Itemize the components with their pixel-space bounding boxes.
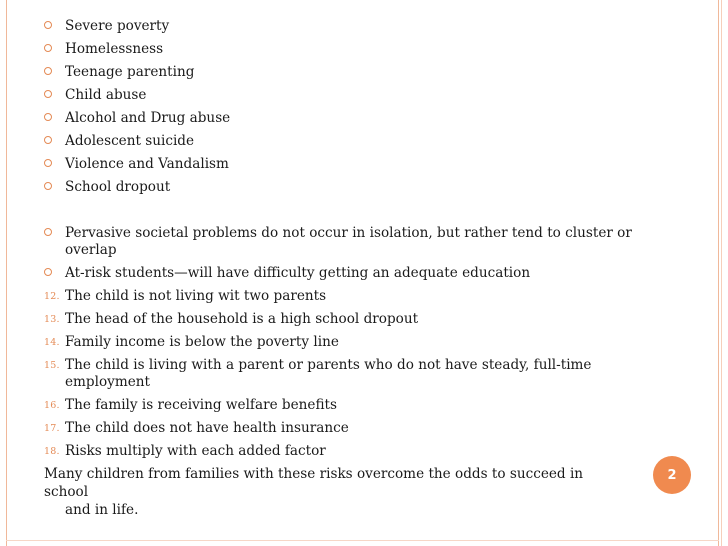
list-item-text: Risks multiply with each added factor bbox=[65, 443, 326, 459]
list-item-text: Severe poverty bbox=[65, 18, 170, 34]
bullet-icon bbox=[44, 182, 52, 190]
bullet-icon bbox=[44, 159, 52, 167]
closing-paragraph bbox=[44, 465, 614, 519]
bullet-icon bbox=[44, 44, 52, 52]
list-item-text: At-risk students—will have difficulty getting an adequate education bbox=[65, 265, 531, 281]
list-item-text: Alcohol and Drug abuse bbox=[65, 110, 231, 126]
bullet-icon bbox=[44, 136, 52, 144]
list-item-text: The family is receiving welfare benefits bbox=[65, 397, 337, 413]
list-item-text: The head of the household is a high school dropout bbox=[65, 311, 419, 327]
bullet-icon bbox=[44, 113, 52, 121]
bullet-icon bbox=[44, 228, 52, 236]
item-number: 16. bbox=[44, 400, 60, 411]
list-item-text: The child is not living wit two parents bbox=[65, 288, 327, 304]
list-item-text: Child abuse bbox=[65, 87, 147, 103]
list-item-text: Family income is below the poverty line bbox=[65, 334, 339, 350]
bullet-icon bbox=[44, 90, 52, 98]
list-item-text: employment bbox=[65, 374, 151, 390]
bullet-icon bbox=[44, 67, 52, 75]
page-number-badge: 2 bbox=[653, 456, 691, 494]
frame-line-right bbox=[718, 0, 719, 546]
list-item-text: Violence and Vandalism bbox=[65, 156, 229, 172]
item-number: 18. bbox=[44, 446, 60, 457]
closing-line: Many children from families with these risks overcome the odds to succeed in school bbox=[44, 466, 584, 500]
list-item-text: Pervasive societal problems do not occur in isolation, but rather tend to cluster or bbox=[65, 225, 632, 241]
list-item-text: The child does not have health insurance bbox=[65, 420, 349, 436]
frame-line-right-inner bbox=[721, 0, 722, 546]
bullet-icon bbox=[44, 21, 52, 29]
list-item-text: Teenage parenting bbox=[65, 64, 195, 80]
list-item-text: Adolescent suicide bbox=[65, 133, 195, 149]
frame-line-bottom bbox=[6, 540, 719, 541]
list-item-text: School dropout bbox=[65, 179, 171, 195]
frame-line-left bbox=[6, 0, 7, 546]
closing-line: and in life. bbox=[65, 502, 139, 518]
list-item-text: Homelessness bbox=[65, 41, 164, 57]
item-number: 12. bbox=[44, 291, 60, 302]
list-item-text: The child is living with a parent or parents who do not have steady, full-time bbox=[65, 357, 592, 373]
item-number: 17. bbox=[44, 423, 60, 434]
list-item-text: overlap bbox=[65, 242, 117, 258]
bullet-icon bbox=[44, 268, 52, 276]
item-number: 14. bbox=[44, 337, 60, 348]
item-number: 15. bbox=[44, 360, 60, 371]
item-number: 13. bbox=[44, 314, 60, 325]
